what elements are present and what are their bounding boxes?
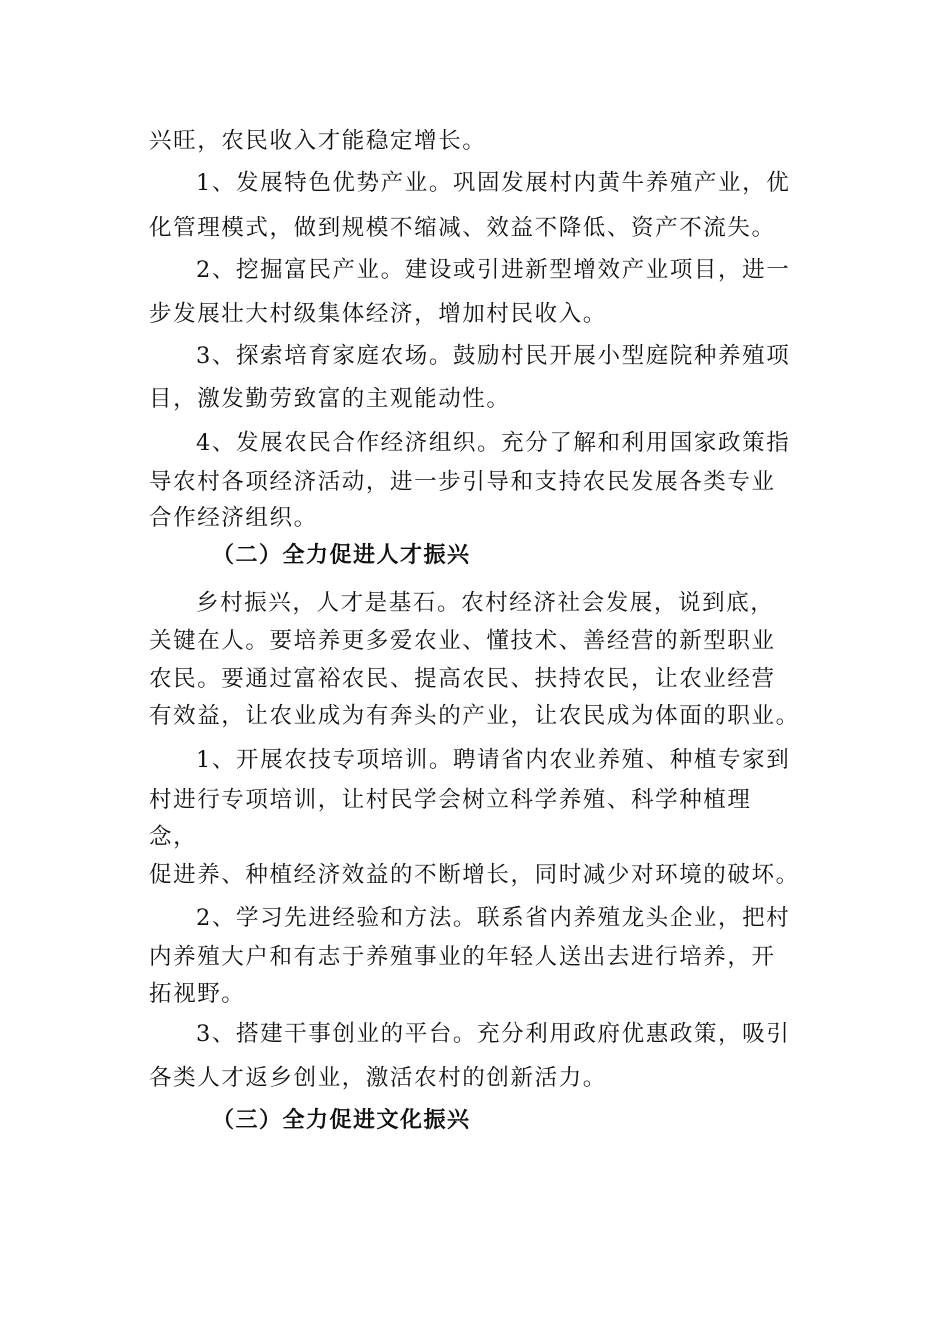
text-line: 念， xyxy=(149,824,198,850)
text-line: 促进养、种植经济效益的不断增长，同时减少对环境的破坏。 xyxy=(149,862,800,888)
text-line: 1、开展农技专项培训。聘请省内农业养殖、种植专家到 xyxy=(196,747,791,773)
text-line: 有效益，让农业成为有奔头的产业，让农民成为体面的职业。 xyxy=(149,703,800,729)
text-line: 各类人才返乡创业，激活农村的创新活力。 xyxy=(149,1065,607,1091)
text-line: 导农村各项经济活动，进一步引导和支持农民发展各类专业 xyxy=(149,469,776,495)
text-line: 1、发展特色优势产业。巩固发展村内黄牛养殖产业，优 xyxy=(196,170,791,196)
text-line: 化管理模式，做到规模不缩减、效益不降低、资产不流失。 xyxy=(149,215,776,241)
text-line: 拓视野。 xyxy=(149,981,246,1007)
text-line: 兴旺，农民收入才能稳定增长。 xyxy=(149,128,487,154)
text-line: 合作经济组织。 xyxy=(149,505,318,531)
text-line: 2、学习先进经验和方法。联系省内养殖龙头企业，把村 xyxy=(196,905,791,931)
section-heading: （三）全力促进文化振兴 xyxy=(212,1108,471,1133)
text-line: 乡村振兴，人才是基石。农村经济社会发展，说到底， xyxy=(196,590,775,616)
text-line: 3、搭建干事创业的平台。充分利用政府优惠政策，吸引 xyxy=(196,1021,791,1047)
text-line: 农民。要通过富裕农民、提高农民、扶持农民，让农业经营 xyxy=(149,666,776,692)
text-line: 村进行专项培训，让村民学会树立科学养殖、科学种植理 xyxy=(149,787,752,813)
section-heading: （二）全力促进人才振兴 xyxy=(212,543,471,568)
text-line: 目，激发勤劳致富的主观能动性。 xyxy=(149,386,511,412)
text-line: 关键在人。要培养更多爱农业、懂技术、善经营的新型职业 xyxy=(149,628,776,654)
text-line: 4、发展农民合作经济组织。充分了解和利用国家政策指 xyxy=(196,430,791,456)
text-line: 内养殖大户和有志于养殖事业的年轻人送出去进行培养，开 xyxy=(149,944,776,970)
text-line: 3、探索培育家庭农场。鼓励村民开展小型庭院种养殖项 xyxy=(196,343,791,369)
text-line: 2、挖掘富民产业。建设或引进新型增效产业项目，进一 xyxy=(196,257,791,283)
text-line: 步发展壮大村级集体经济，增加村民收入。 xyxy=(149,301,607,327)
